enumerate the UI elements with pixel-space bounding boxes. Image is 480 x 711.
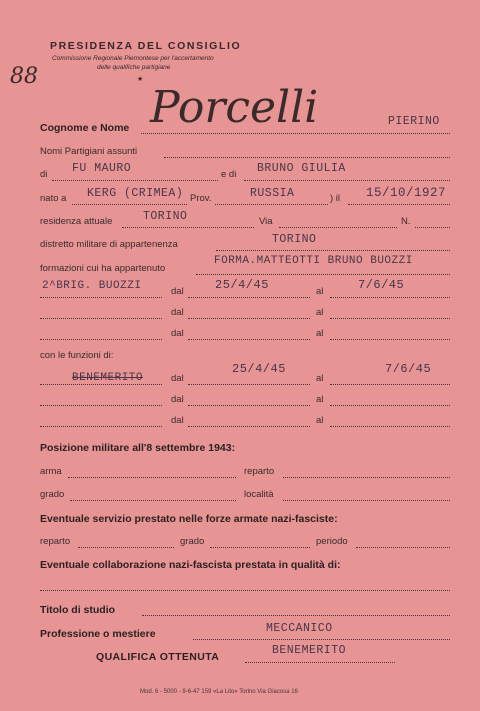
- label-servizio-reparto: reparto: [40, 536, 71, 547]
- label-il: ) il: [330, 193, 341, 204]
- value-distretto: TORINO: [272, 233, 317, 246]
- label-al-2: al: [316, 307, 324, 318]
- label-nato-a: nato a: [40, 193, 67, 204]
- value-cognome: Porcelli: [150, 82, 319, 133]
- header-commission: Commissione Regionale Piemontese per l'accertamento: [52, 55, 214, 62]
- line-fal-2: [330, 405, 450, 406]
- line-formazione-row-2: [40, 318, 162, 319]
- header-org: PRESIDENZA DEL CONSIGLIO: [50, 40, 242, 52]
- line-distretto: [216, 250, 450, 251]
- label-fdal-3: dal: [171, 415, 184, 426]
- line-residenza: [122, 227, 254, 228]
- label-di: di: [40, 169, 48, 180]
- line-provincia: [215, 204, 328, 205]
- label-distretto: distretto militare di appartenenza: [40, 239, 178, 250]
- label-arma: arma: [40, 466, 62, 477]
- value-data-nascita: 15/10/1927: [366, 186, 447, 200]
- line-cognome: [141, 133, 450, 134]
- value-professione: MECCANICO: [266, 622, 333, 635]
- line-funzione-row-1: [40, 384, 162, 385]
- label-fdal-1: dal: [171, 373, 184, 384]
- label-al-1: al: [316, 286, 324, 297]
- value-nome: PIERINO: [388, 115, 440, 128]
- line-funzione-row-2: [40, 405, 162, 406]
- label-reparto: reparto: [244, 466, 275, 477]
- value-residenza: TORINO: [143, 210, 188, 223]
- value-qualifica: BENEMERITO: [272, 644, 347, 657]
- line-al-3: [330, 339, 450, 340]
- label-periodo: periodo: [316, 536, 348, 547]
- value-provincia: RUSSIA: [250, 187, 295, 200]
- line-servizio-grado: [210, 547, 310, 548]
- value-fal-1: 7/6/45: [385, 362, 432, 376]
- line-formazioni: [196, 274, 450, 275]
- label-cognome-nome: Cognome e Nome: [40, 122, 130, 134]
- header-subtitle: delle qualifiche partigiane: [97, 64, 171, 71]
- line-madre: [244, 180, 450, 181]
- value-luogo-nascita: KERG (CRIMEA): [87, 187, 184, 200]
- line-numero: [415, 227, 450, 228]
- line-collaborazione: [40, 590, 450, 591]
- label-e-di: e di: [221, 169, 237, 180]
- line-fdal-3: [188, 426, 310, 427]
- label-residenza: residenza attuale: [40, 216, 113, 227]
- line-grado: [70, 500, 236, 501]
- line-data-nascita: [348, 204, 450, 205]
- line-professione: [193, 639, 450, 640]
- line-localita: [283, 500, 450, 501]
- line-qualifica: [245, 662, 395, 663]
- value-al-1: 7/6/45: [358, 278, 405, 292]
- corner-mark: 88: [10, 64, 38, 89]
- label-dal-3: dal: [171, 328, 184, 339]
- line-fal-1: [330, 384, 450, 385]
- label-funzioni: con le funzioni di:: [40, 350, 114, 361]
- line-arma: [68, 477, 236, 478]
- label-servizio: Eventuale servizio prestato nelle forze armate nazi-fasciste:: [40, 513, 338, 525]
- label-dal-1: dal: [171, 286, 184, 297]
- line-fdal-1: [188, 384, 310, 385]
- label-collaborazione: Eventuale collaborazione nazi-fascista prestata in qualità di:: [40, 559, 341, 571]
- line-al-2: [330, 318, 450, 319]
- label-titolo-studio: Titolo di studio: [40, 604, 116, 616]
- label-fal-1: al: [316, 373, 324, 384]
- label-grado: grado: [40, 489, 65, 500]
- line-via: [279, 227, 397, 228]
- value-padre: FU MAURO: [72, 162, 132, 175]
- line-luogo-nascita: [72, 204, 187, 205]
- label-prov: Prov.: [190, 193, 212, 204]
- line-dal-1: [188, 297, 310, 298]
- line-reparto: [283, 477, 450, 478]
- value-funzione: BENEMERITO: [72, 372, 144, 384]
- label-fdal-2: dal: [171, 394, 184, 405]
- value-formazione-2: 2^BRIG. BUOZZI: [42, 280, 142, 292]
- line-periodo: [356, 547, 450, 548]
- line-fal-3: [330, 426, 450, 427]
- footer-printer-note: Mod. 6 - 5000 - 9-6-47 159 «La Lito» Torino Via Giacosa 16: [140, 689, 298, 695]
- label-fal-2: al: [316, 394, 324, 405]
- line-fdal-2: [188, 405, 310, 406]
- line-titolo-studio: [142, 615, 450, 616]
- line-formazione-row-1: [40, 297, 162, 298]
- value-dal-1: 25/4/45: [215, 278, 269, 292]
- label-via: Via: [259, 216, 273, 227]
- label-professione: Professione o mestiere: [40, 628, 156, 640]
- label-qualifica: QUALIFICA OTTENUTA: [96, 651, 220, 663]
- line-servizio-reparto: [78, 547, 174, 548]
- line-formazione-row-3: [40, 339, 162, 340]
- label-al-3: al: [316, 328, 324, 339]
- line-al-1: [330, 297, 450, 298]
- value-madre: BRUNO GIULIA: [257, 162, 346, 175]
- line-dal-2: [188, 318, 310, 319]
- line-dal-3: [188, 339, 310, 340]
- label-posizione: Posizione militare all'8 settembre 1943:: [40, 442, 236, 454]
- header-star: ★: [137, 76, 144, 83]
- line-nomi-partigiani: [164, 157, 450, 158]
- label-fal-3: al: [316, 415, 324, 426]
- label-n: N.: [401, 216, 411, 227]
- label-localita: località: [244, 489, 274, 500]
- line-funzione-row-3: [40, 426, 162, 427]
- value-fdal-1: 25/4/45: [232, 362, 286, 376]
- label-servizio-grado: grado: [180, 536, 205, 547]
- label-formazioni: formazioni cui ha appartenuto: [40, 263, 166, 274]
- line-padre: [52, 180, 218, 181]
- value-formazione: FORMA.MATTEOTTI BRUNO BUOZZI: [214, 255, 413, 267]
- label-dal-2: dal: [171, 307, 184, 318]
- label-nomi-partigiani: Nomi Partigiani assunti: [40, 146, 138, 157]
